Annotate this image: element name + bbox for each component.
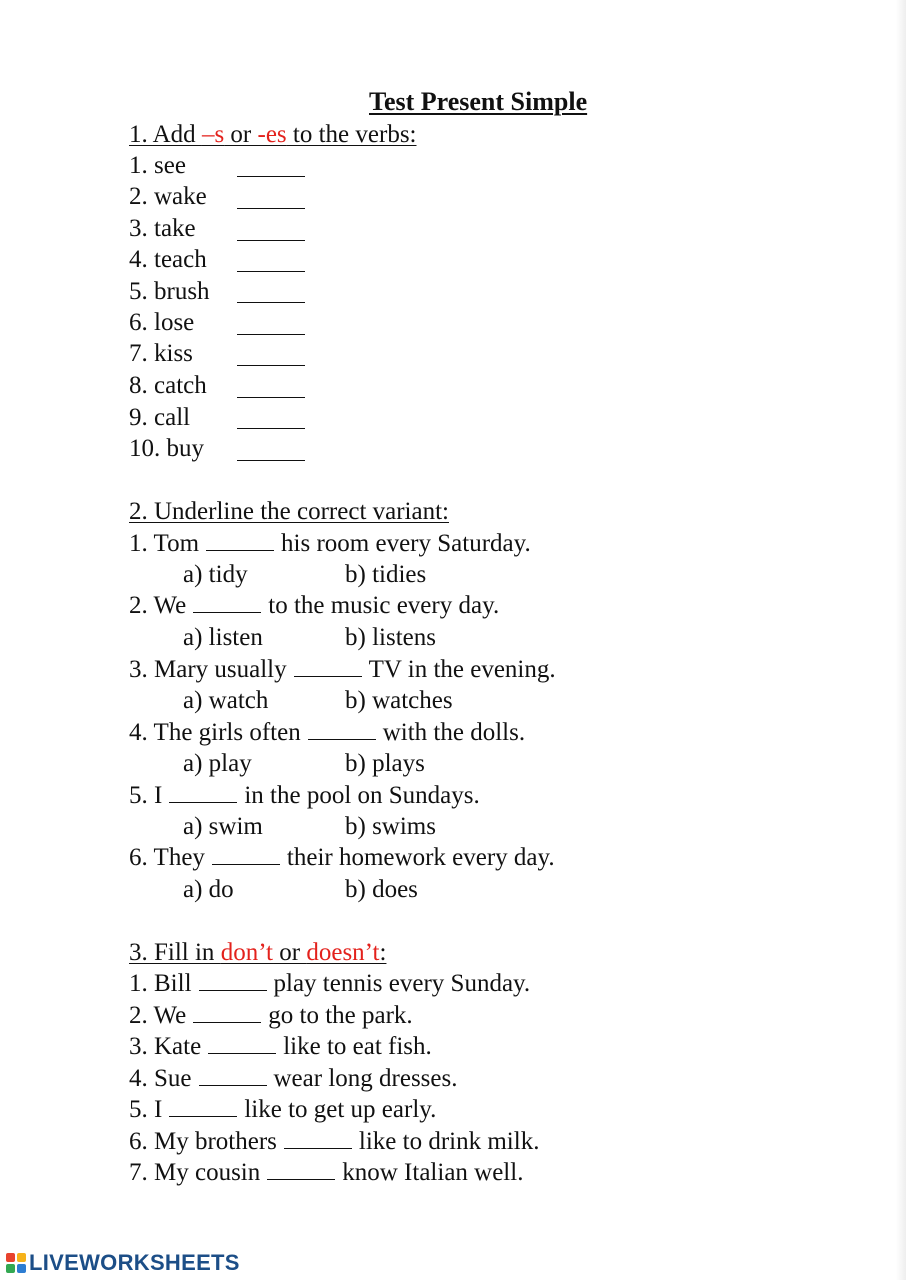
- answer-blank[interactable]: [267, 1161, 335, 1180]
- sentence-end: wear long dresses.: [273, 1065, 458, 1092]
- sentence-start: 1. Tom: [129, 530, 200, 557]
- sentence-start: 6. They: [129, 844, 205, 871]
- sentence-end: go to the park.: [268, 1002, 413, 1029]
- liveworksheets-logo[interactable]: [6, 1250, 240, 1276]
- sentence-item: [129, 968, 530, 999]
- word-doesnt: doesn’t: [306, 939, 380, 966]
- section1-heading-text: 1. Add: [129, 121, 202, 148]
- answer-blank[interactable]: [237, 397, 305, 398]
- section1-heading: [129, 119, 417, 150]
- verb-item: 5. brush: [129, 278, 210, 305]
- answer-blank[interactable]: [212, 846, 280, 865]
- answer-blank[interactable]: [237, 271, 305, 272]
- verb-item: 3. take: [129, 215, 196, 242]
- option-b[interactable]: b) watches: [345, 687, 453, 714]
- sentence-end: know Italian well.: [342, 1159, 524, 1186]
- verb-item: 9. call: [129, 404, 191, 431]
- answer-blank[interactable]: [237, 176, 305, 177]
- option-b[interactable]: b) tidies: [345, 561, 427, 588]
- answer-blank[interactable]: [208, 1035, 276, 1054]
- logo-grid-icon: [6, 1253, 26, 1273]
- answer-blank[interactable]: [193, 1004, 261, 1023]
- option-a[interactable]: a) listen: [183, 624, 263, 651]
- sentence-end: with the dolls.: [382, 719, 526, 746]
- sentence-end: in the pool on Sundays.: [244, 782, 480, 809]
- option-a[interactable]: a) play: [183, 750, 252, 777]
- option-b[interactable]: b) swims: [345, 813, 436, 840]
- sentence-end: like to eat fish.: [283, 1033, 432, 1060]
- page-edge: [896, 0, 906, 1280]
- sentence-start: 3. Mary usually: [129, 656, 287, 683]
- sentence-start: 5. I: [129, 1096, 163, 1123]
- sentence-item: [129, 1031, 432, 1062]
- sentence-end: like to get up early.: [244, 1096, 437, 1123]
- verb-item: 7. kiss: [129, 340, 193, 367]
- sentence-item: [129, 528, 531, 559]
- sentence-end: TV in the evening.: [368, 656, 556, 683]
- answer-blank[interactable]: [308, 721, 376, 740]
- verb-item: 6. lose: [129, 309, 195, 336]
- option-a[interactable]: a) do: [183, 876, 234, 903]
- brand-name: LIVEWORKSHEETS: [29, 1250, 240, 1275]
- answer-blank[interactable]: [237, 334, 305, 335]
- sentence-start: 4. The girls often: [129, 719, 301, 746]
- sentence-item: [129, 842, 555, 873]
- answer-blank[interactable]: [237, 302, 305, 303]
- option-a[interactable]: a) swim: [183, 813, 263, 840]
- suffix-es: -es: [257, 121, 287, 148]
- sentence-end: play tennis every Sunday.: [273, 970, 531, 997]
- option-b[interactable]: b) listens: [345, 624, 436, 651]
- sentence-item: [129, 1094, 436, 1125]
- option-a[interactable]: a) watch: [183, 687, 269, 714]
- answer-blank[interactable]: [237, 240, 305, 241]
- sentence-start: 5. I: [129, 782, 163, 809]
- answer-blank[interactable]: [169, 784, 237, 803]
- option-b[interactable]: b) plays: [345, 750, 425, 777]
- answer-blank[interactable]: [199, 1067, 267, 1086]
- answer-blank[interactable]: [193, 594, 261, 613]
- verb-item: 1. see: [129, 152, 186, 179]
- sentence-end: like to drink milk.: [358, 1128, 540, 1155]
- sentence-item: [129, 1126, 539, 1157]
- answer-blank[interactable]: [284, 1130, 352, 1149]
- section1-heading-tail: to the verbs:: [286, 121, 417, 148]
- sentence-start: 6. My brothers: [129, 1128, 277, 1155]
- sentence-start: 1. Bill: [129, 970, 192, 997]
- answer-blank[interactable]: [169, 1098, 237, 1117]
- section3-heading: [129, 937, 386, 968]
- verb-item: 2. wake: [129, 183, 207, 210]
- word-dont: don’t: [220, 939, 274, 966]
- sentence-item: [129, 654, 556, 685]
- sentence-end: their homework every day.: [286, 844, 555, 871]
- page-title: Test Present Simple: [369, 87, 588, 116]
- verb-item: 8. catch: [129, 372, 207, 399]
- answer-blank[interactable]: [294, 658, 362, 677]
- sentence-item: [129, 590, 499, 621]
- sentence-item: [129, 780, 480, 811]
- sentence-start: 4. Sue: [129, 1065, 192, 1092]
- sentence-end: his room every Saturday.: [281, 530, 531, 557]
- answer-blank[interactable]: [206, 532, 274, 551]
- section3-heading-tail: :: [379, 939, 387, 966]
- verb-item: 4. teach: [129, 246, 207, 273]
- sentence-start: 7. My cousin: [129, 1159, 261, 1186]
- answer-blank[interactable]: [237, 460, 305, 461]
- answer-blank[interactable]: [237, 208, 305, 209]
- section3-heading-text: 3. Fill in: [129, 939, 221, 966]
- verb-item: 10. buy: [129, 435, 204, 462]
- answer-blank[interactable]: [237, 428, 305, 429]
- section3-heading-or: or: [273, 939, 307, 966]
- answer-blank[interactable]: [199, 972, 267, 991]
- sentence-item: [129, 1157, 523, 1188]
- sentence-item: [129, 1063, 457, 1094]
- option-b[interactable]: b) does: [345, 876, 418, 903]
- sentence-start: 2. We: [129, 1002, 187, 1029]
- answer-blank[interactable]: [237, 365, 305, 366]
- sentence-end: to the music every day.: [268, 592, 500, 619]
- suffix-s: –s: [201, 121, 225, 148]
- sentence-start: 3. Kate: [129, 1033, 202, 1060]
- sentence-item: [129, 1000, 413, 1031]
- sentence-start: 2. We: [129, 592, 187, 619]
- section1-heading-or: or: [224, 121, 258, 148]
- option-a[interactable]: a) tidy: [183, 561, 248, 588]
- section2-heading: 2. Underline the correct variant:: [129, 498, 449, 525]
- sentence-item: [129, 717, 525, 748]
